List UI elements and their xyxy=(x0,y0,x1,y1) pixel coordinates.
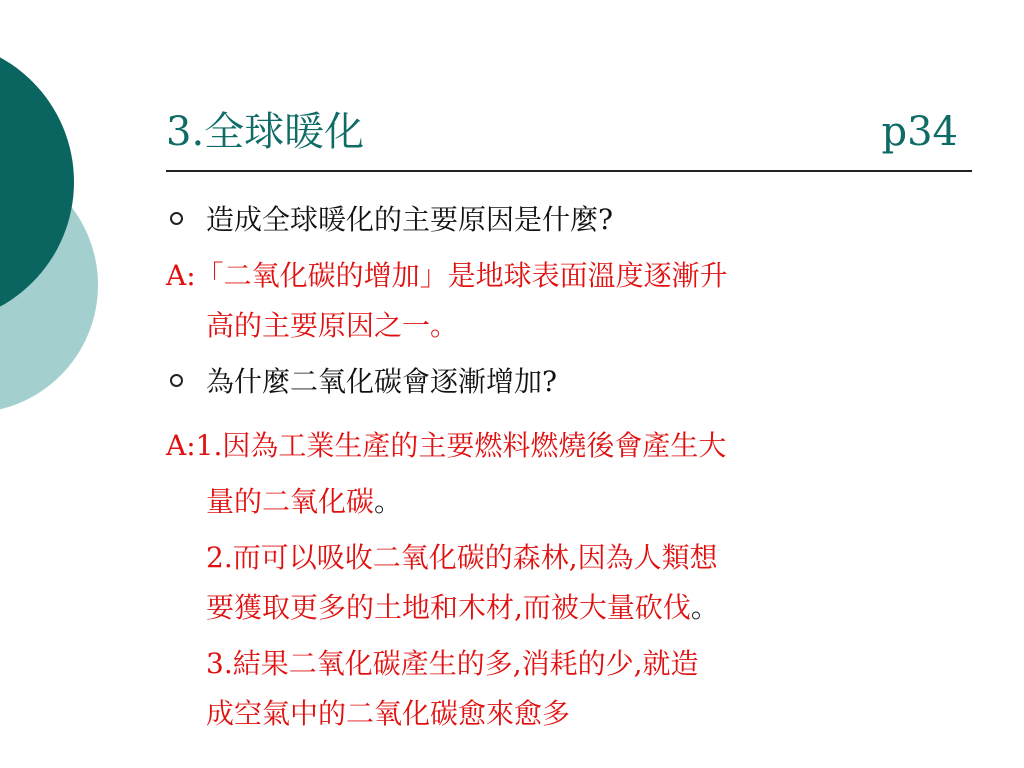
answer-1-line-1: A:「二氧化碳的增加」是地球表面溫度逐漸升 xyxy=(166,259,728,292)
hollow-bullet-icon xyxy=(170,374,183,387)
answer-2-point-3-line-2: 成空氣中的二氧化碳愈來愈多 xyxy=(206,697,571,730)
answer-2-line-1: A:1.因為工業生產的主要燃料燃燒後會產生大 xyxy=(166,429,727,462)
answer-2-point-2-line-2-text: 要獲取更多的土地和木材,而被大量砍伐 xyxy=(206,591,691,624)
slide-title-row xyxy=(166,104,958,160)
question-2-text: 為什麼二氧化碳會逐漸增加? xyxy=(206,365,558,398)
question-1-text: 造成全球暖化的主要原因是什麼? xyxy=(206,203,614,236)
decorative-circles xyxy=(0,0,130,420)
answer-1-line-2: 高的主要原因之一。 xyxy=(206,309,459,342)
hollow-bullet-icon xyxy=(170,212,183,225)
answer-2-line-2-period: 。 xyxy=(374,485,403,518)
question-2 xyxy=(166,357,966,407)
slide-title: 3.全球暖化 xyxy=(166,109,365,155)
answer-2-line-2 xyxy=(166,477,966,527)
question-1 xyxy=(166,195,966,245)
answer-2-line-2-text: 量的二氧化碳 xyxy=(206,485,375,518)
answer-2-point-2-line-2-period: 。 xyxy=(690,591,719,624)
answer-2-point-2-line-2 xyxy=(166,583,966,633)
answer-2-point-2-line-1: 2.而可以吸收二氧化碳的森林,因為人類想 xyxy=(206,541,718,574)
answer-2-point-3-line-1: 3.結果二氧化碳產生的多,消耗的少,就造 xyxy=(206,647,699,680)
slide-content xyxy=(166,195,966,739)
title-divider xyxy=(166,170,972,172)
page-reference: p34 xyxy=(881,109,958,155)
